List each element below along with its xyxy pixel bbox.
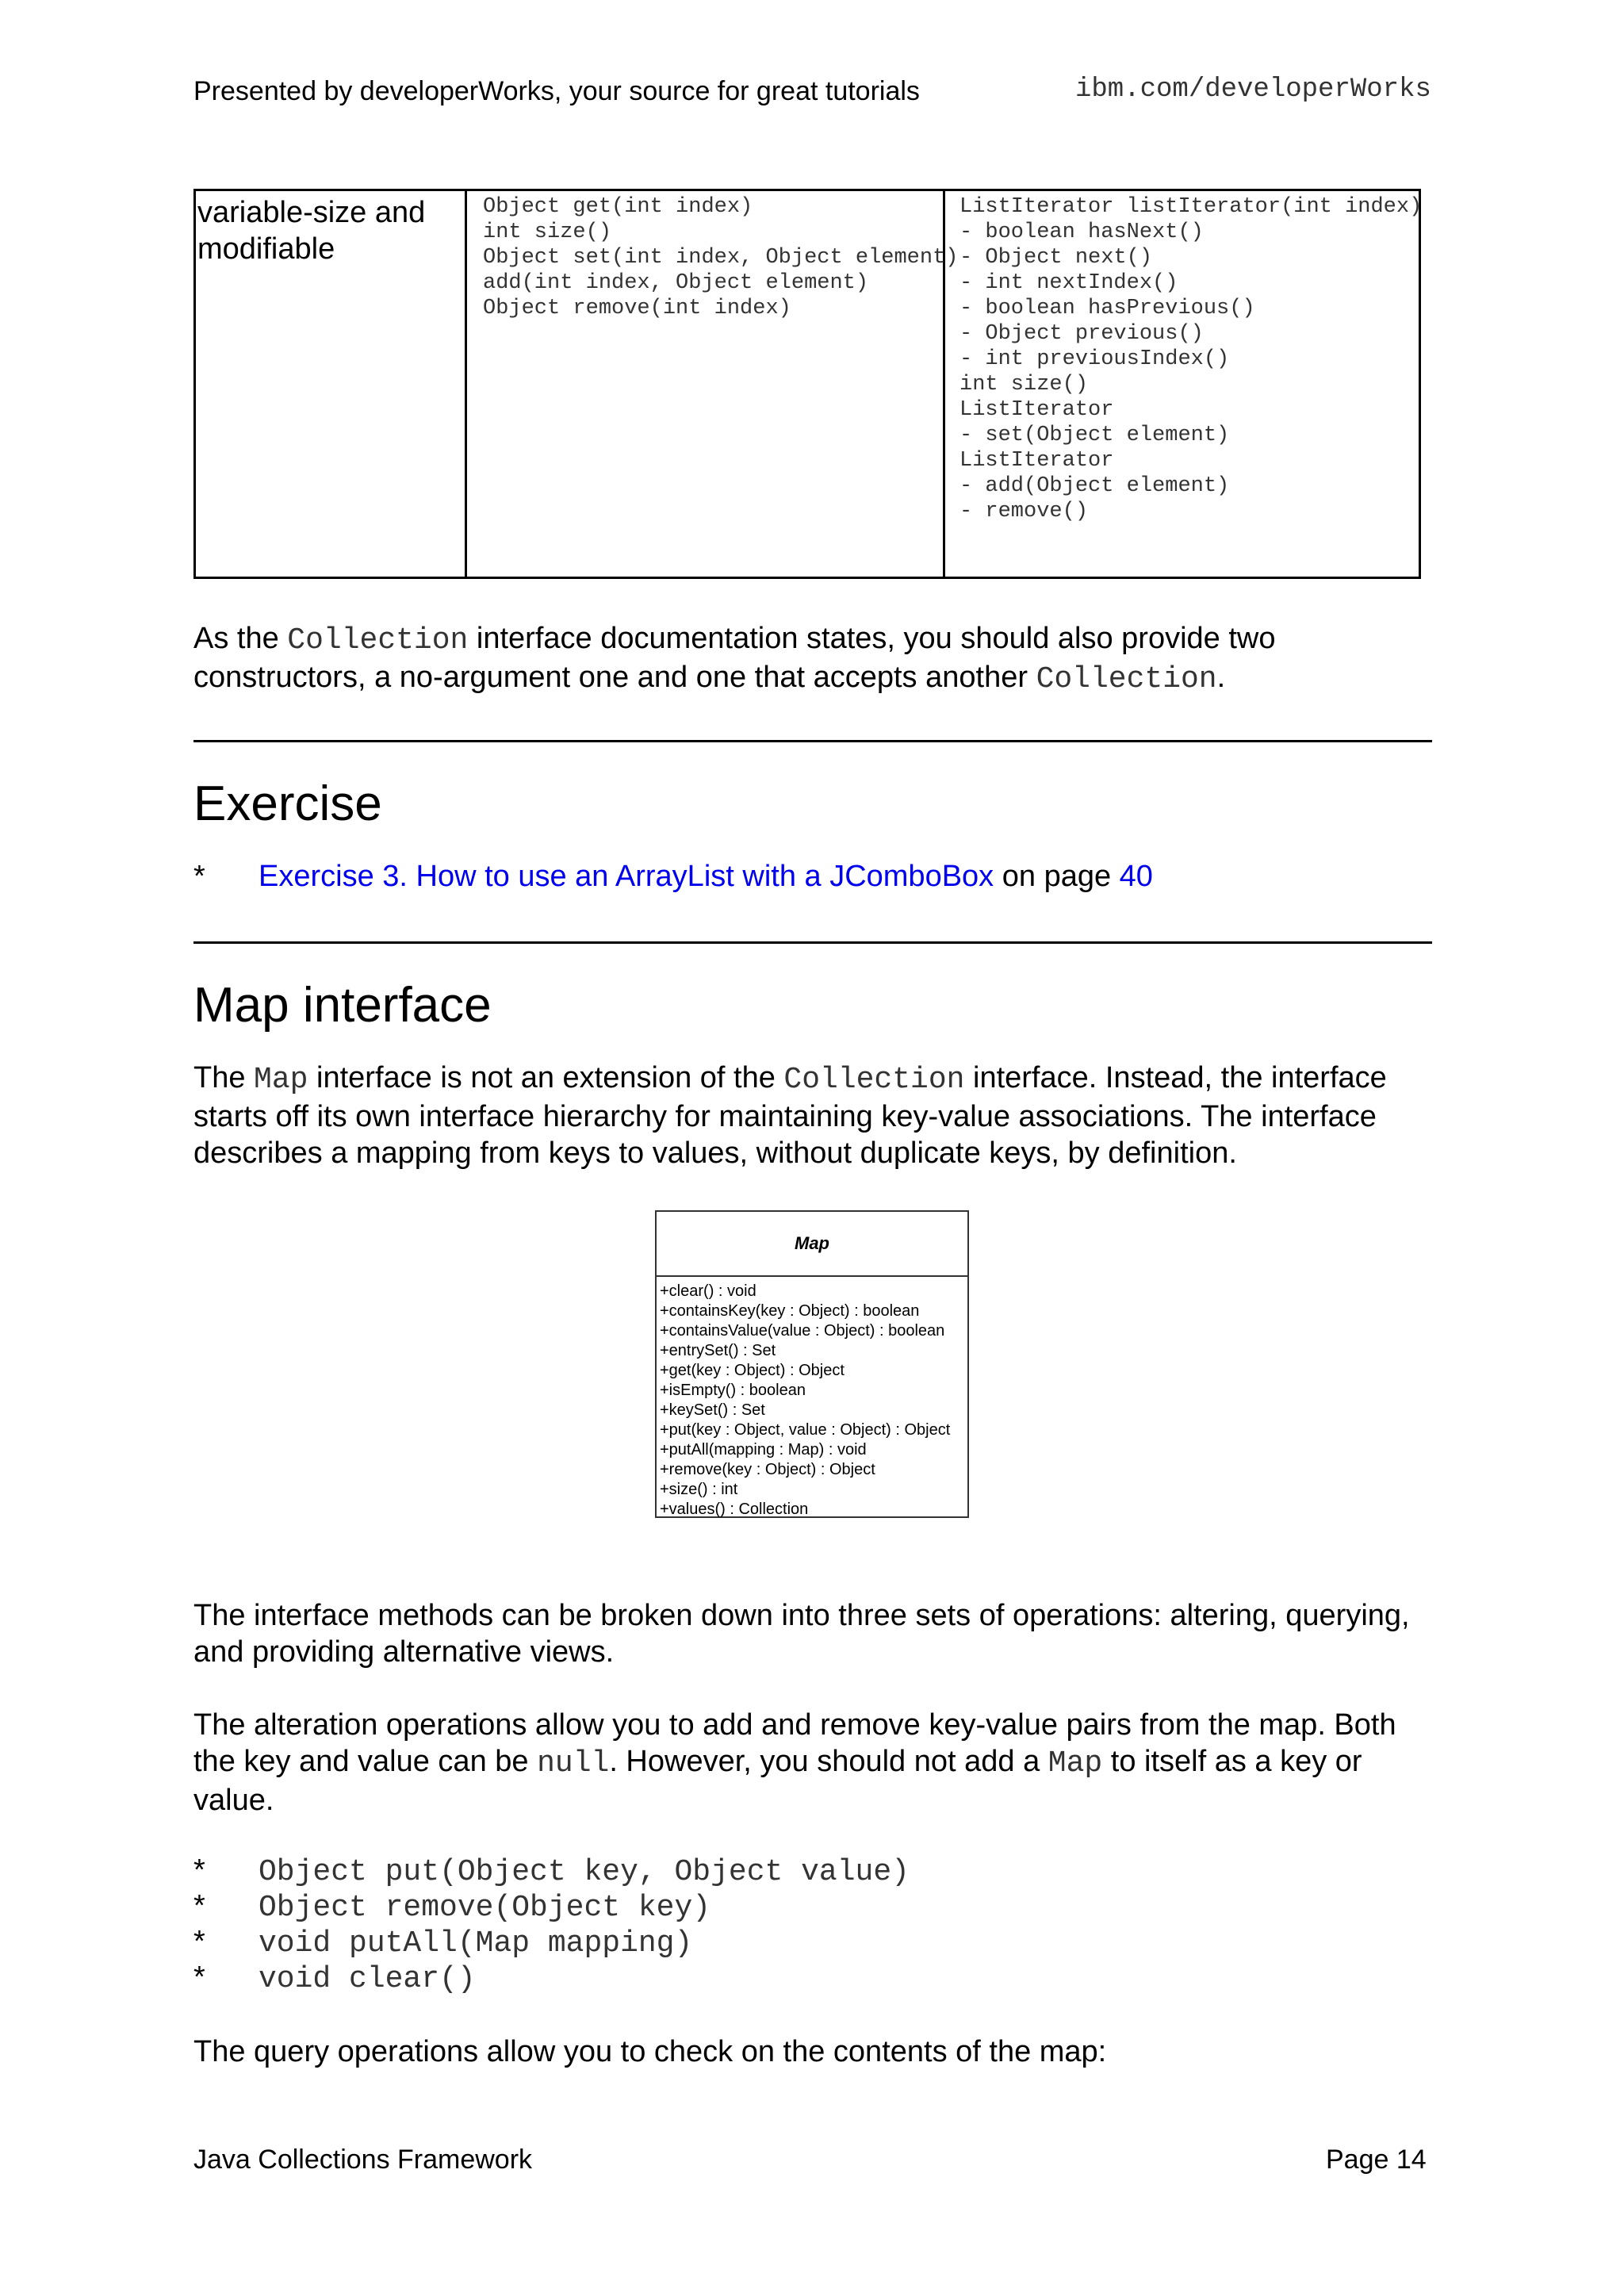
uml-methods	[657, 1277, 967, 1520]
exercise-item	[193, 860, 1153, 894]
table-cell-type-line: modifiable	[197, 232, 335, 266]
uml-method: +size() : int	[660, 1481, 738, 1498]
operations-overview-paragraph	[193, 1597, 1431, 1670]
code-line: - boolean hasPrevious()	[959, 297, 1255, 320]
uml-method: +get(key : Object) : Object	[660, 1362, 845, 1379]
list-item	[193, 1888, 710, 1926]
uml-method: +containsKey(key : Object) : boolean	[660, 1302, 920, 1320]
text: The alteration operations allow you to add and remove key-value pairs from the map. Both	[193, 1708, 1396, 1742]
bullet: *	[193, 1853, 205, 1887]
map-uml-diagram	[655, 1210, 969, 1518]
text: the key and value can be	[193, 1745, 538, 1778]
header-title: Presented by developerWorks, your source for great tutorials	[193, 76, 920, 106]
header-site[interactable]: ibm.com/developerWorks	[1075, 75, 1431, 105]
code-term: Map	[1048, 1746, 1103, 1780]
code-line: Object put(Object key, Object value)	[259, 1855, 910, 1889]
uml-method: +remove(key : Object) : Object	[660, 1461, 875, 1478]
code-line: - int nextIndex()	[959, 271, 1178, 295]
bullet: *	[193, 1889, 205, 1922]
uml-method: +put(key : Object, value : Object) : Object	[660, 1421, 951, 1439]
text: The interface methods can be broken down into three sets of operations: altering, querying,	[193, 1599, 1410, 1632]
code-term: Collection	[783, 1063, 965, 1097]
page-number: Page 14	[1326, 2145, 1427, 2175]
code-line: ListIterator listIterator(int index)	[959, 195, 1423, 219]
uml-method: +isEmpty() : boolean	[660, 1382, 806, 1399]
footer-title: Java Collections Framework	[193, 2145, 533, 2175]
code-line: ListIterator	[959, 398, 1114, 422]
uml-method: +containsValue(value : Object) : boolean	[660, 1322, 945, 1340]
code-line: - Object previous()	[959, 322, 1204, 346]
code-line: - set(Object element)	[959, 424, 1230, 447]
query-paragraph: The query operations allow you to check on the contents of the map:	[193, 2035, 1107, 2068]
uml-class-name: Map	[657, 1212, 967, 1277]
map-interface-heading: Map interface	[193, 978, 492, 1033]
code-line: void putAll(Map mapping)	[259, 1926, 693, 1961]
text: interface is not an extension of the	[308, 1061, 784, 1094]
code-line: - remove()	[959, 500, 1089, 523]
list-item	[193, 1960, 476, 1997]
table-cell-iterator	[945, 191, 1423, 577]
code-term: Collection	[1036, 662, 1217, 696]
bullet: *	[193, 860, 205, 893]
text: interface. Instead, the interface	[964, 1061, 1387, 1094]
code-term: null	[537, 1746, 610, 1780]
code-line: int size()	[959, 373, 1089, 397]
text: on page	[994, 860, 1120, 893]
code-line: - Object next()	[959, 246, 1153, 270]
code-line: Object remove(int index)	[483, 297, 791, 320]
section-divider	[193, 740, 1432, 742]
table-cell-type-line: variable-size and	[197, 196, 426, 229]
uml-method: +entrySet() : Set	[660, 1342, 776, 1359]
code-line: - boolean hasNext()	[959, 220, 1204, 244]
exercise-heading: Exercise	[193, 776, 382, 831]
text: . However, you should not add a	[609, 1745, 1048, 1778]
code-line: void clear()	[259, 1962, 476, 1996]
text: .	[1216, 661, 1226, 694]
code-term: Map	[254, 1063, 308, 1097]
section-divider	[193, 941, 1432, 944]
code-line: Object set(int index, Object element)	[483, 246, 959, 270]
code-line: add(int index, Object element)	[483, 271, 869, 295]
code-line: Object remove(Object key)	[259, 1891, 711, 1925]
text: As the	[193, 622, 288, 655]
text: starts off its own interface hierarchy for maintaining key-value associations. The interface	[193, 1100, 1377, 1133]
uml-method: +values() : Collection	[660, 1501, 809, 1518]
text: and providing alternative views.	[193, 1635, 615, 1669]
uml-method: +keySet() : Set	[660, 1401, 765, 1419]
code-line: ListIterator	[959, 449, 1114, 473]
text: describes a mapping from keys to values, without duplicate keys, by definition.	[193, 1137, 1237, 1170]
table-cell-methods	[467, 191, 959, 577]
exercise-link[interactable]: Exercise 3. How to use an ArrayList with a JComboBox	[259, 860, 994, 893]
bullet: *	[193, 1961, 205, 1994]
map-intro-paragraph	[193, 1060, 1431, 1171]
code-line: int size()	[483, 220, 612, 244]
list-item	[193, 1853, 910, 1890]
code-line: Object get(int index)	[483, 195, 753, 219]
text: The	[193, 1061, 255, 1094]
collection-constructors-paragraph	[193, 620, 1431, 698]
bullet: *	[193, 1925, 205, 1958]
list-item	[193, 1924, 692, 1961]
uml-method: +putAll(mapping : Map) : void	[660, 1441, 867, 1458]
text: to itself as a key or	[1102, 1745, 1362, 1778]
page-link[interactable]: 40	[1119, 860, 1153, 893]
text: interface documentation states, you should also provide two	[468, 622, 1276, 655]
code-line: - add(Object element)	[959, 474, 1230, 498]
text: constructors, a no-argument one and one that accepts another	[193, 661, 1036, 694]
text: value.	[193, 1784, 274, 1817]
code-line: - int previousIndex()	[959, 347, 1230, 371]
uml-method: +clear() : void	[660, 1282, 756, 1300]
code-term: Collection	[287, 623, 469, 657]
alteration-paragraph	[193, 1707, 1431, 1819]
table-cell-type	[196, 191, 467, 577]
list-operations-table	[193, 189, 1421, 579]
